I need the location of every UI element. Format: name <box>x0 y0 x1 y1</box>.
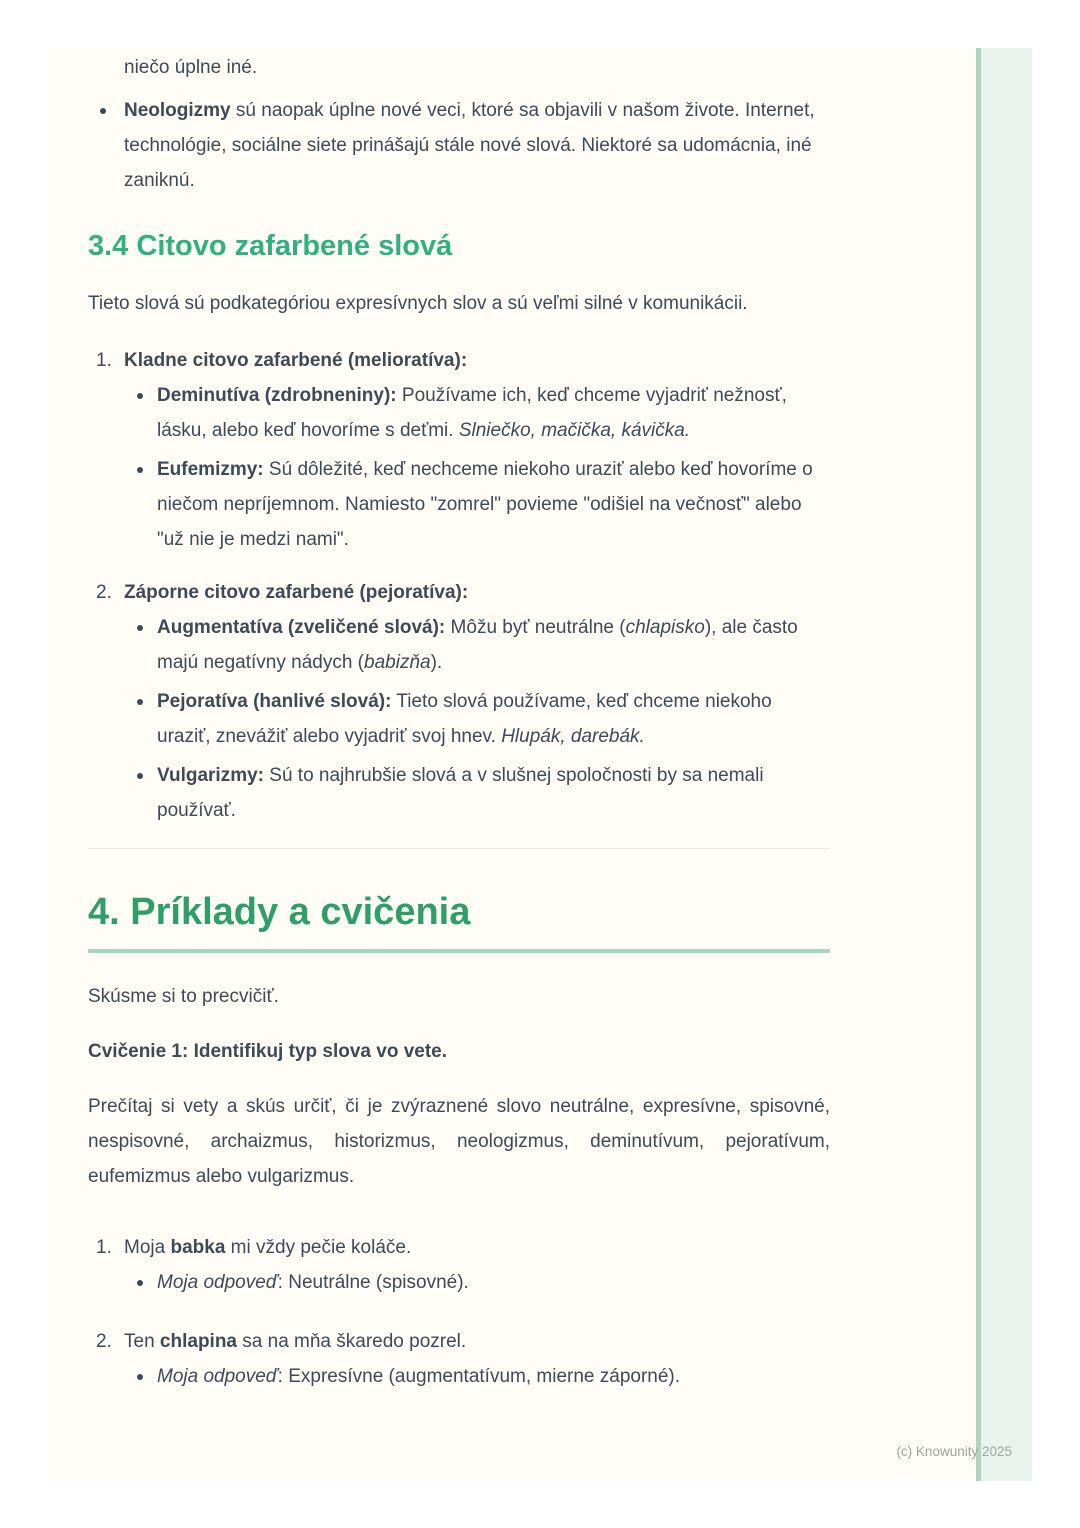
exercise-title: Cvičenie 1: Identifikuj typ slova vo vete. <box>88 1041 448 1062</box>
number-marker: 1. <box>96 350 112 371</box>
sentence-text: Moja <box>124 1237 171 1258</box>
bullet-marker <box>137 1374 143 1380</box>
term-label: Deminutíva (zdrobneniny): <box>157 385 397 406</box>
copyright-notice: (c) Knowunity 2025 <box>896 1444 1012 1459</box>
number-marker: 1. <box>96 1237 112 1258</box>
paragraph: Skúsme si to precvičiť. <box>88 986 279 1007</box>
answer-item <box>124 1265 830 1300</box>
sentence-text: Ten <box>124 1331 160 1352</box>
highlighted-word: chlapina <box>159 1331 237 1352</box>
list-item <box>124 758 830 828</box>
example-word: chlapisko <box>625 617 705 638</box>
term-label: Pejoratíva (hanlivé slová): <box>157 691 392 712</box>
answer-label: Moja odpoveď <box>157 1366 278 1387</box>
list-item <box>124 378 830 448</box>
example-word: babizňa <box>364 652 431 673</box>
sub-bullet-list <box>124 610 830 828</box>
section-divider <box>88 848 830 849</box>
answer-list <box>124 1359 830 1394</box>
document-content <box>88 48 830 1394</box>
highlighted-word: babka <box>170 1237 226 1258</box>
numbered-item-2 <box>88 575 830 828</box>
answer-item <box>124 1359 830 1394</box>
exercise-instructions: Prečítaj si vety a skús určiť, či je zvýraznené slovo neutrálne, expresívne, spisovné, nespisovné, archaizmus, historizmus, neologizmus, deminutívum, pejoratívum, eufemizmus alebo vulgarizmus. <box>88 1096 830 1187</box>
sentence-text: sa na mňa škaredo pozrel. <box>237 1331 467 1352</box>
bullet-marker <box>137 625 143 631</box>
bullet-list-intro <box>88 93 830 198</box>
list-item <box>88 93 830 198</box>
term-text: Sú dôležité, keď nechceme niekoho uraziť alebo keď hovoríme o niečom nepríjemnom. Namiesto "zomrel" povieme "odišiel na večnosť" alebo "už nie je medzi nami". <box>157 459 813 550</box>
sub-bullet-list <box>124 378 830 557</box>
term-text: Používame ich, keď chceme vyjadriť nežnosť, lásku, alebo keď hovoríme s deťmi. <box>157 385 787 441</box>
section-heading-4: 4. Príklady a cvičenia <box>88 889 830 953</box>
bullet-marker <box>137 467 143 473</box>
bullet-marker <box>137 393 143 399</box>
numbered-item-1 <box>88 343 830 557</box>
exercise-item-1 <box>88 1230 830 1300</box>
term-label: Augmentatíva (zveličené slová): <box>157 617 446 638</box>
bullet-marker <box>137 1280 143 1286</box>
paragraph-continuation: niečo úplne iné. <box>124 57 258 78</box>
list-item <box>124 452 830 557</box>
list-item <box>124 610 830 680</box>
answer-text: : Neutrálne (spisovné). <box>277 1272 469 1293</box>
bullet-marker <box>137 773 143 779</box>
number-marker: 2. <box>96 582 112 603</box>
bullet-marker <box>100 108 106 114</box>
section-heading-3-4: 3.4 Citovo zafarbené slová <box>88 230 453 262</box>
term-label: Neologizmy <box>124 100 231 121</box>
number-marker: 2. <box>96 1331 112 1352</box>
term-text: sú naopak úplne nové veci, ktoré sa objavili v našom živote. Internet, technológie, sociálne siete prinášajú stále nové slová. Niektoré sa udomácnia, iné zaniknú. <box>124 100 815 191</box>
exercise-item-2 <box>88 1324 830 1394</box>
answer-text: : Expresívne (augmentatívum, mierne záporné). <box>277 1366 681 1387</box>
term-text: Sú to najhrubšie slová a v slušnej spoločnosti by sa nemali používať. <box>157 765 764 821</box>
term-text: Môžu byť neutrálne ( <box>445 617 626 638</box>
term-text: Tieto slová používame, keď chceme niekoho uraziť, znevážiť alebo vyjadriť svoj hnev. <box>157 691 772 747</box>
term-text: ). <box>430 652 443 673</box>
group-title: Záporne citovo zafarbené (pejoratíva): <box>124 582 469 603</box>
section-intro-paragraph: Tieto slová sú podkategóriou expresívnych slov a sú veľmi silné v komunikácii. <box>88 293 748 314</box>
term-label: Vulgarizmy: <box>157 765 264 786</box>
term-label: Eufemizmy: <box>157 459 264 480</box>
example-words: Hlupák, darebák. <box>501 726 645 747</box>
page-card <box>48 48 1032 1481</box>
side-stripe <box>976 48 1032 1481</box>
example-words: Slniečko, mačička, kávička. <box>458 420 691 441</box>
bullet-marker <box>137 699 143 705</box>
sentence-text: mi vždy pečie koláče. <box>225 1237 412 1258</box>
group-title: Kladne citovo zafarbené (melioratíva): <box>124 350 468 371</box>
answer-list <box>124 1265 830 1300</box>
list-item <box>124 684 830 754</box>
term-text: ), ale často majú negatívny nádych ( <box>157 617 798 673</box>
answer-label: Moja odpoveď <box>157 1272 278 1293</box>
